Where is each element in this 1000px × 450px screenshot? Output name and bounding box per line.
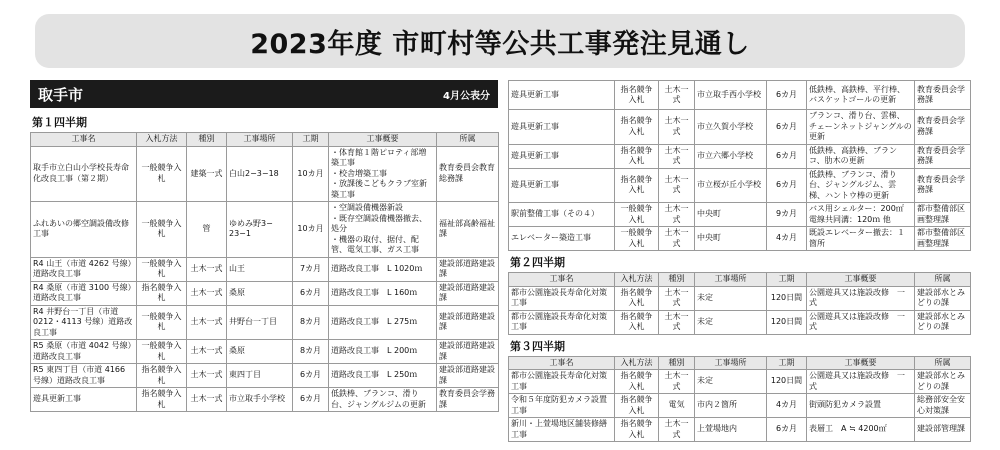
- cell-department: 建設部道路建設課: [437, 364, 499, 388]
- cell-location: 東四丁目: [227, 364, 293, 388]
- cell-project-name: 遊具更新工事: [509, 110, 615, 145]
- cell-department: 福祉部高齢福祉課: [437, 202, 499, 258]
- cell-overview: 低鉄棒、ブランコ、滑り台、ジャングルジムの更新: [329, 388, 437, 412]
- table-row: [31, 388, 499, 412]
- table-row: [509, 203, 971, 227]
- cell-duration: 6カ月: [767, 144, 807, 168]
- cell-location: 市立六郷小学校: [695, 144, 767, 168]
- header-location: 工事場所: [695, 273, 767, 287]
- table-row: [31, 202, 499, 258]
- cell-overview: 公園遊具又は施設改修 一式: [807, 370, 915, 394]
- q2-table: [508, 272, 971, 335]
- cell-work-type: 土木一式: [659, 310, 695, 334]
- cell-overview: ブランコ、滑り台、雲梯、チェーンネットジャングルの更新: [807, 110, 915, 145]
- header-department: 所属: [437, 133, 499, 147]
- cell-duration: 6カ月: [293, 281, 329, 305]
- header-overview: 工事概要: [807, 356, 915, 370]
- city-name: 取手市: [38, 85, 84, 104]
- cell-location: 未定: [695, 370, 767, 394]
- cell-work-type: 土木一式: [659, 418, 695, 442]
- publication-note: 4月公表分: [443, 90, 490, 102]
- cell-duration: 120日間: [767, 310, 807, 334]
- cell-department: 建設部水とみどりの課: [915, 370, 971, 394]
- cell-duration: 8カ月: [293, 340, 329, 364]
- cell-overview: ・体育館１階ピロティ部増築工事 ・校舎増築工事 ・放課後こどもクラブ室新築工事: [329, 146, 437, 202]
- cell-overview: 公園遊具又は施設改修 一式: [807, 286, 915, 310]
- cell-project-name: 遊具更新工事: [31, 388, 137, 412]
- cell-project-name: 都市公園施設長寿命化対策工事: [509, 370, 615, 394]
- cell-work-type: 建築一式: [187, 146, 227, 202]
- cell-project-name: 駅前整備工事（その４）: [509, 203, 615, 227]
- cell-department: 教育委員会学務課: [915, 168, 971, 203]
- cell-location: 市立取手西小学校: [695, 81, 767, 110]
- header-department: 所属: [915, 273, 971, 287]
- cell-overview: 道路改良工事 L 275ｍ: [329, 305, 437, 340]
- cell-project-name: R4 井野台一丁目（市道 0212・4113 号線）道路改良工事: [31, 305, 137, 340]
- cell-bid-method: 指名競争入札: [615, 168, 659, 203]
- cell-department: 建設部道路建設課: [437, 305, 499, 340]
- cell-overview: バス用シェルター：200㎡ 電線共同溝：120ｍ 他: [807, 203, 915, 227]
- cell-bid-method: 一般競争入札: [137, 146, 187, 202]
- cell-location: 市立久賀小学校: [695, 110, 767, 145]
- cell-project-name: 令和５年度防犯カメラ設置工事: [509, 394, 615, 418]
- table-row: [509, 227, 971, 251]
- cell-department: 建設部道路建設課: [437, 281, 499, 305]
- header-location: 工事場所: [695, 356, 767, 370]
- cell-bid-method: 指名競争入札: [137, 388, 187, 412]
- cell-department: 教育委員会学務課: [437, 388, 499, 412]
- cell-department: 教育委員会学務課: [915, 144, 971, 168]
- quarter-1-label: 第１四半期: [32, 116, 87, 129]
- quarter-3-label: 第３四半期: [510, 339, 565, 353]
- cell-department: 建設部道路建設課: [437, 257, 499, 281]
- q3-table: [508, 356, 971, 443]
- table-row: [31, 281, 499, 305]
- cell-project-name: 新川・上萱場地区舗装修繕工事: [509, 418, 615, 442]
- cell-location: 未定: [695, 286, 767, 310]
- quarter-2-label: 第２四半期: [510, 256, 565, 269]
- cell-location: 市立取手小学校: [227, 388, 293, 412]
- cell-overview: 道路改良工事 L 250ｍ: [329, 364, 437, 388]
- header-project-name: 工事名: [509, 273, 615, 287]
- header-work-type: 種別: [659, 273, 695, 287]
- cell-overview: 道路改良工事 L 200ｍ: [329, 340, 437, 364]
- table-row: [31, 305, 499, 340]
- table-header-row: [509, 273, 971, 287]
- cell-duration: 8カ月: [293, 305, 329, 340]
- cell-location: 井野台一丁目: [227, 305, 293, 340]
- cell-bid-method: 一般競争入札: [137, 305, 187, 340]
- cell-duration: 7カ月: [293, 257, 329, 281]
- cell-project-name: R4 桑原（市道 3100 号線）道路改良工事: [31, 281, 137, 305]
- cell-location: 中央町: [695, 227, 767, 251]
- table-row: [509, 418, 971, 442]
- cell-department: 教育委員会学務課: [915, 81, 971, 110]
- cell-project-name: R4 山王（市道 4262 号線）道路改良工事: [31, 257, 137, 281]
- cell-department: 建設部水とみどりの課: [915, 286, 971, 310]
- cell-duration: 120日間: [767, 370, 807, 394]
- cell-location: 市内２箇所: [695, 394, 767, 418]
- q1-left-table: [30, 132, 499, 412]
- cell-bid-method: 一般競争入札: [615, 227, 659, 251]
- table-header-row: [31, 133, 499, 147]
- cell-work-type: 土木一式: [187, 281, 227, 305]
- cell-department: 都市整備部区画整理課: [915, 203, 971, 227]
- cell-bid-method: 指名競争入札: [615, 144, 659, 168]
- cell-bid-method: 指名競争入札: [615, 286, 659, 310]
- table-row: [509, 110, 971, 145]
- cell-department: 教育委員会学務課: [915, 110, 971, 145]
- table-row: [31, 257, 499, 281]
- cell-work-type: 土木一式: [187, 305, 227, 340]
- cell-duration: 9カ月: [767, 203, 807, 227]
- page-title: 2023年度 市町村等公共工事発注見通し: [35, 14, 965, 68]
- cell-duration: 10カ月: [293, 202, 329, 258]
- table-row: [31, 340, 499, 364]
- cell-project-name: 遊具更新工事: [509, 168, 615, 203]
- header-work-type: 種別: [187, 133, 227, 147]
- table-row: [509, 286, 971, 310]
- cell-duration: 6カ月: [767, 110, 807, 145]
- cell-duration: 120日間: [767, 286, 807, 310]
- header-bid-method: 入札方法: [615, 273, 659, 287]
- header-project-name: 工事名: [31, 133, 137, 147]
- header-overview: 工事概要: [807, 273, 915, 287]
- cell-project-name: ふれあいの郷空調設備改修工事: [31, 202, 137, 258]
- cell-work-type: 土木一式: [659, 81, 695, 110]
- cell-department: 都市整備部区画整理課: [915, 227, 971, 251]
- cell-project-name: R5 東四丁目（市道 4166 号線）道路改良工事: [31, 364, 137, 388]
- cell-bid-method: 指名競争入札: [615, 310, 659, 334]
- table-row: [509, 144, 971, 168]
- cell-bid-method: 一般競争入札: [137, 340, 187, 364]
- city-header: [30, 80, 498, 108]
- cell-bid-method: 指名競争入札: [615, 394, 659, 418]
- q1-right-table: [508, 80, 971, 251]
- cell-bid-method: 一般競争入札: [137, 257, 187, 281]
- cell-overview: 街頭防犯カメラ設置: [807, 394, 915, 418]
- cell-work-type: 土木一式: [659, 286, 695, 310]
- cell-overview: 低鉄棒、高鉄棒、平行棒、バスケットゴールの更新: [807, 81, 915, 110]
- cell-duration: 10カ月: [293, 146, 329, 202]
- cell-work-type: 土木一式: [659, 203, 695, 227]
- cell-work-type: 土木一式: [659, 168, 695, 203]
- header-work-type: 種別: [659, 356, 695, 370]
- cell-project-name: エレベーター築造工事: [509, 227, 615, 251]
- cell-work-type: 土木一式: [659, 110, 695, 145]
- table-row: [509, 310, 971, 334]
- cell-duration: 6カ月: [293, 364, 329, 388]
- cell-bid-method: 指名競争入札: [615, 81, 659, 110]
- header-overview: 工事概要: [329, 133, 437, 147]
- cell-duration: 4カ月: [767, 394, 807, 418]
- cell-location: 市立桜が丘小学校: [695, 168, 767, 203]
- cell-duration: 6カ月: [767, 81, 807, 110]
- header-duration: 工期: [767, 356, 807, 370]
- cell-work-type: 土木一式: [659, 144, 695, 168]
- cell-bid-method: 指名競争入札: [615, 370, 659, 394]
- cell-location: 上萱場地内: [695, 418, 767, 442]
- cell-overview: 既設エレベーター撤去：１箇所: [807, 227, 915, 251]
- cell-overview: 道路改良工事 L 160ｍ: [329, 281, 437, 305]
- cell-duration: 6カ月: [293, 388, 329, 412]
- cell-location: 山王: [227, 257, 293, 281]
- cell-duration: 6カ月: [767, 168, 807, 203]
- left-column: [30, 80, 498, 412]
- cell-overview: 道路改良工事 L 1020ｍ: [329, 257, 437, 281]
- header-location: 工事場所: [227, 133, 293, 147]
- right-column: [508, 80, 970, 442]
- cell-bid-method: 指名競争入札: [137, 281, 187, 305]
- cell-overview: 低鉄棒、ブランコ、滑り台、ジャングルジム、雲梯、ハントウ棒の更新: [807, 168, 915, 203]
- cell-department: 建設部管理課: [915, 418, 971, 442]
- table-header-row: [509, 356, 971, 370]
- header-department: 所属: [915, 356, 971, 370]
- cell-bid-method: 一般競争入札: [137, 202, 187, 258]
- table-row: [509, 81, 971, 110]
- cell-duration: 4カ月: [767, 227, 807, 251]
- header-duration: 工期: [293, 133, 329, 147]
- cell-work-type: 電気: [659, 394, 695, 418]
- header-bid-method: 入札方法: [137, 133, 187, 147]
- cell-project-name: R5 桑原（市道 4042 号線）道路改良工事: [31, 340, 137, 364]
- cell-location: 桑原: [227, 340, 293, 364]
- table-row: [31, 364, 499, 388]
- table-row: [509, 394, 971, 418]
- cell-project-name: 都市公園施設長寿命化対策工事: [509, 286, 615, 310]
- cell-work-type: 土木一式: [187, 388, 227, 412]
- cell-work-type: 土木一式: [187, 340, 227, 364]
- cell-work-type: 土木一式: [659, 370, 695, 394]
- cell-project-name: 遊具更新工事: [509, 81, 615, 110]
- cell-location: ゆめみ野3− 23−1: [227, 202, 293, 258]
- cell-department: 総務部安全安心対策課: [915, 394, 971, 418]
- cell-work-type: 管: [187, 202, 227, 258]
- cell-location: 未定: [695, 310, 767, 334]
- header-duration: 工期: [767, 273, 807, 287]
- cell-work-type: 土木一式: [659, 227, 695, 251]
- cell-location: 中央町: [695, 203, 767, 227]
- cell-overview: 公園遊具又は施設改修 一式: [807, 310, 915, 334]
- cell-department: 教育委員会教育総務課: [437, 146, 499, 202]
- cell-location: 桑原: [227, 281, 293, 305]
- cell-bid-method: 指名競争入札: [137, 364, 187, 388]
- cell-project-name: 都市公園施設長寿命化対策工事: [509, 310, 615, 334]
- cell-location: 白山2−3−18: [227, 146, 293, 202]
- cell-work-type: 土木一式: [187, 257, 227, 281]
- header-bid-method: 入札方法: [615, 356, 659, 370]
- cell-bid-method: 指名競争入札: [615, 418, 659, 442]
- cell-duration: 6カ月: [767, 418, 807, 442]
- cell-project-name: 遊具更新工事: [509, 144, 615, 168]
- cell-project-name: 取手市立白山小学校長寿命化改良工事（第２期）: [31, 146, 137, 202]
- header-project-name: 工事名: [509, 356, 615, 370]
- cell-work-type: 土木一式: [187, 364, 227, 388]
- table-row: [31, 146, 499, 202]
- cell-overview: 表層工 A ≒ 4200㎡: [807, 418, 915, 442]
- cell-department: 建設部水とみどりの課: [915, 310, 971, 334]
- cell-overview: ・空調設備機器新設 ・既存空調設備機器撤去、処分 ・機器の取付、据付、配管、電気工事、ガス工事: [329, 202, 437, 258]
- cell-bid-method: 指名競争入札: [615, 110, 659, 145]
- cell-overview: 低鉄棒、高鉄棒、ブランコ、肋木の更新: [807, 144, 915, 168]
- table-row: [509, 168, 971, 203]
- cell-bid-method: 一般競争入札: [615, 203, 659, 227]
- table-row: [509, 370, 971, 394]
- cell-department: 建設部道路建設課: [437, 340, 499, 364]
